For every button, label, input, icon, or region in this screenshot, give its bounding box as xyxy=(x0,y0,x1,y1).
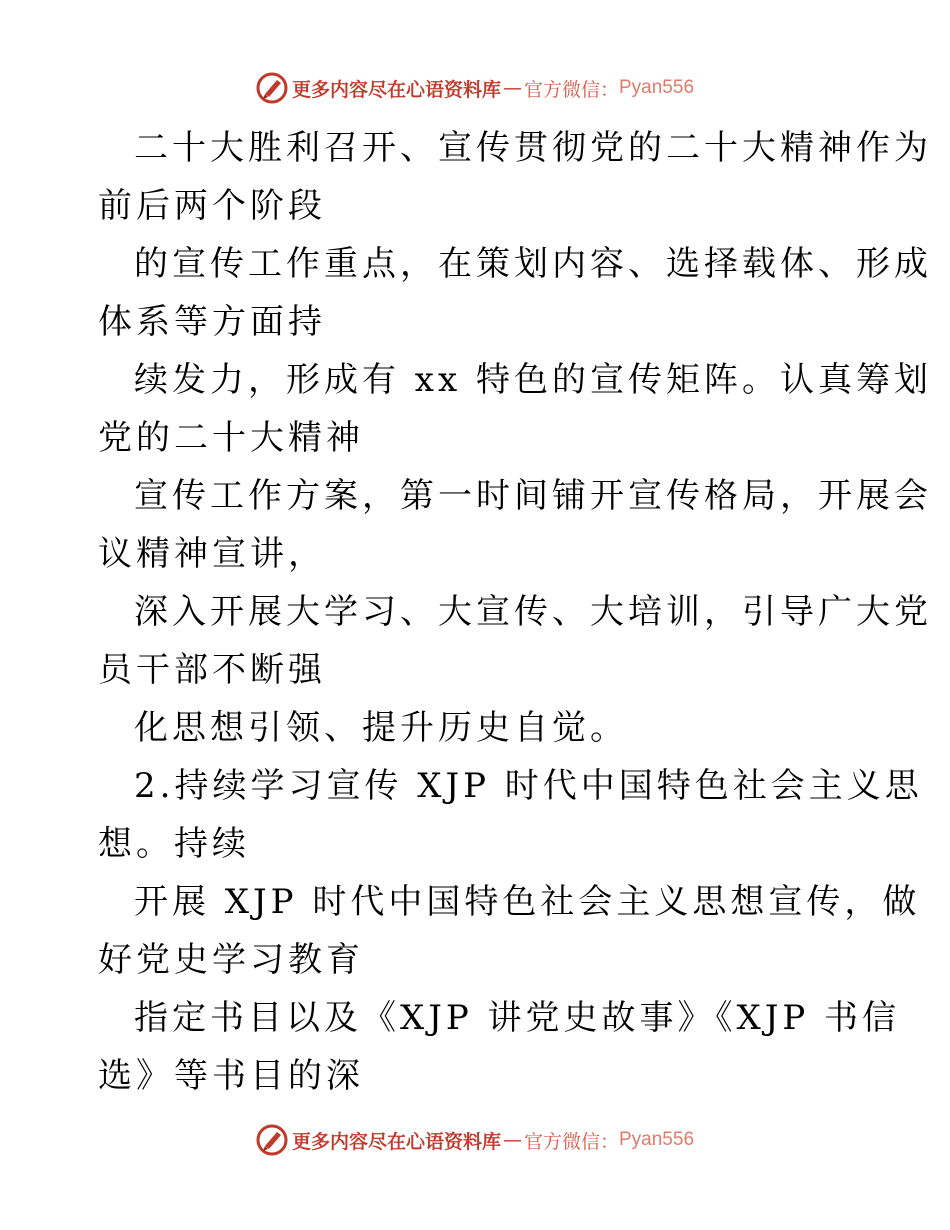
text-line: 想。持续 xyxy=(98,824,250,864)
text-line: 好党史学习教育 xyxy=(98,940,364,980)
text-line: 员干部不断强 xyxy=(98,650,326,690)
watermark-wechat-id: Pyan556 xyxy=(619,77,695,98)
text-line: 续发力，形成有 xx 特色的宣传矩阵。认真筹划 xyxy=(134,360,932,400)
footer-watermark xyxy=(0,1124,950,1156)
pen-logo-icon xyxy=(256,1124,288,1156)
text-line: 的宣传工作重点，在策划内容、选择载体、形成 xyxy=(134,244,932,284)
watermark-lead-text: 更多内容尽在心语资料库 xyxy=(291,1130,501,1153)
text-line: 选》等书目的深 xyxy=(98,1056,364,1096)
text-line: 议精神宣讲， xyxy=(98,534,326,574)
text-line: 深入开展大学习、大宣传、大培训，引导广大党 xyxy=(134,592,932,632)
text-line: 宣传工作方案，第一时间铺开宣传格局，开展会 xyxy=(134,476,932,516)
text-line: 指定书目以及《XJP 讲党史故事》《XJP 书信 xyxy=(134,998,901,1038)
text-line: 体系等方面持 xyxy=(98,302,326,342)
watermark-wechat-label: 官方微信： xyxy=(523,78,619,101)
watermark-wechat-label: 官方微信： xyxy=(523,1130,619,1153)
watermark-separator: — xyxy=(502,77,522,99)
text-line: 2.持续学习宣传 XJP 时代中国特色社会主义思 xyxy=(134,766,923,806)
text-line: 党的二十大精神 xyxy=(98,418,364,458)
watermark-wechat-id: Pyan556 xyxy=(619,1129,695,1150)
watermark-lead-text: 更多内容尽在心语资料库 xyxy=(291,78,501,101)
watermark-separator: — xyxy=(502,1129,522,1151)
text-line: 二十大胜利召开、宣传贯彻党的二十大精神作为 xyxy=(134,128,932,168)
text-line: 化思想引领、提升历史自觉。 xyxy=(134,708,628,748)
text-line: 前后两个阶段 xyxy=(98,186,326,226)
text-line: 开展 XJP 时代中国特色社会主义思想宣传，做 xyxy=(134,882,921,922)
